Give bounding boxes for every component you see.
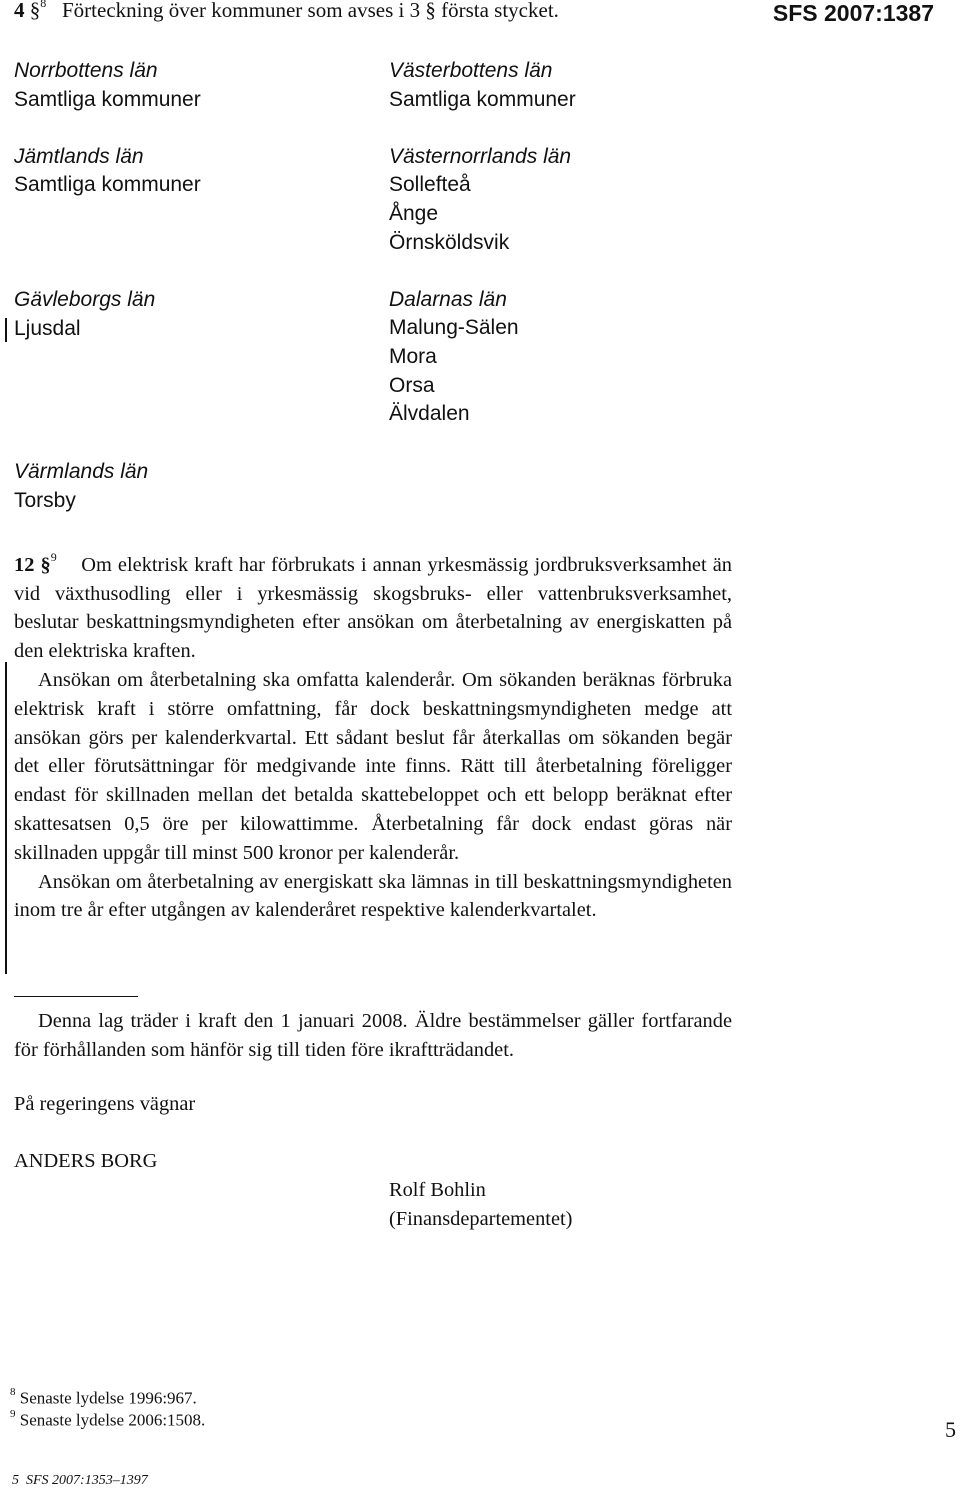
county-group [14,286,201,343]
separator-rule [14,996,138,997]
municipality: Mora [389,344,437,368]
footnote-text: Senaste lydelse 2006:1508. [19,1410,206,1430]
county-group [14,143,201,200]
bottom-reference: 5 SFS 2007:1353–1397 [12,1473,148,1488]
municipality: Malung-Sälen [389,316,519,340]
county-name: Västernorrlands län [389,144,572,168]
header-title: Förteckning över kommuner som avses i 3 [62,0,421,22]
paragraph-number: 12 §$^9$ [14,550,57,576]
municipality: Samtliga kommuner [14,87,201,111]
change-bar [5,662,7,974]
county-group [389,143,576,257]
county-group [389,286,576,429]
footnote-ref-8: 8 [40,0,47,10]
official-name: Rolf Bohlin [389,1179,486,1201]
footnote-number: 9 [10,1408,16,1420]
on-behalf-text: På regeringens vägnar [14,1093,196,1115]
county-name: Västerbottens län [389,59,553,82]
header-title-suffix: första stycket. [441,0,559,22]
county-list-left [14,57,201,544]
county-name: Norrbottens län [14,59,158,82]
footnote-9 [10,1410,205,1431]
page-number: 4 [14,0,25,22]
county-group [389,57,576,114]
municipality: Älvdalen [389,402,470,426]
county-group [14,458,201,515]
section-sign: § [29,0,41,22]
footnote-number: 8 [10,1386,16,1398]
county-list-right [389,57,576,457]
footnote-ref-9: 9 [50,550,57,564]
page-marker: 5 [945,1417,956,1442]
county-name: Värmlands län [14,460,149,484]
header-title-section: § [425,0,436,22]
footnote-text: Senaste lydelse 1996:967. [19,1388,197,1408]
paragraph-1-text: Om elektrisk kraft har förbrukats i annan yrkesmässig jordbruksverksamhet än vid växthusodling eller i yrkesmässig skogsbruks- eller vattenbruksverksamhet, beslutar beskattningsmyndigheten efter ansökan om återbetalning av energiskatten på den elektriska kraften. [14,553,732,663]
municipality: Samtliga kommuner [389,87,576,111]
footnote-8 [10,1388,197,1409]
municipality: Orsa [389,373,435,397]
county-group [14,57,201,114]
section-12 [14,545,732,925]
transitional-text: Denna lag träder i kraft den 1 januari 2008. Äldre bestämmelser gäller fortfarande för förhållanden som hänför sig till tiden före ikraftträdandet. [14,1010,732,1061]
county-name: Jämtlands län [14,144,144,168]
municipality: Sollefteå [389,173,471,197]
paragraph-3: Ansökan om återbetalning av energiskatt ska lämnas in till beskattningsmyndigheten inom tre år efter utgången av kalenderåret respektive kalenderkvartalet. [14,870,732,922]
municipality: Torsby [14,488,76,512]
page-header [14,0,559,23]
paragraph-2: Ansökan om återbetalning ska omfatta kalenderår. Om sökanden beräknas förbruka elektrisk kraft i större omfattning, får dock beskattningsmyndigheten medge att ansökan görs per kalenderkvartal. Ett sådant beslut får återkallas om sökanden begär det eller förutsättningar för medgivande inte finns. Rätt till återbetalning föreligger endast för skillnaden mellan det betalda skattebeloppet och ett belopp beräknat efter skattesatsen 0,5 öre per kilowattimme. Återbetalning får dock endast göras när skillnaden uppgår till minst 500 kronor per kalenderår. [14,668,732,864]
sfs-code: SFS 2007:1387 [772,0,934,26]
paragraph-1 [14,545,732,666]
county-name: Gävleborgs län [14,287,156,311]
municipality: Ljusdal [14,316,81,340]
minister-name: ANDERS BORG [14,1150,158,1172]
municipality: Ånge [389,201,439,225]
change-bar [5,318,7,342]
department-name: (Finansdepartementet) [389,1208,573,1230]
municipality: Samtliga kommuner [14,173,201,197]
municipality: Örnsköldsvik [389,230,510,254]
county-name: Dalarnas län [389,287,507,311]
transitional-provision [14,1007,732,1065]
